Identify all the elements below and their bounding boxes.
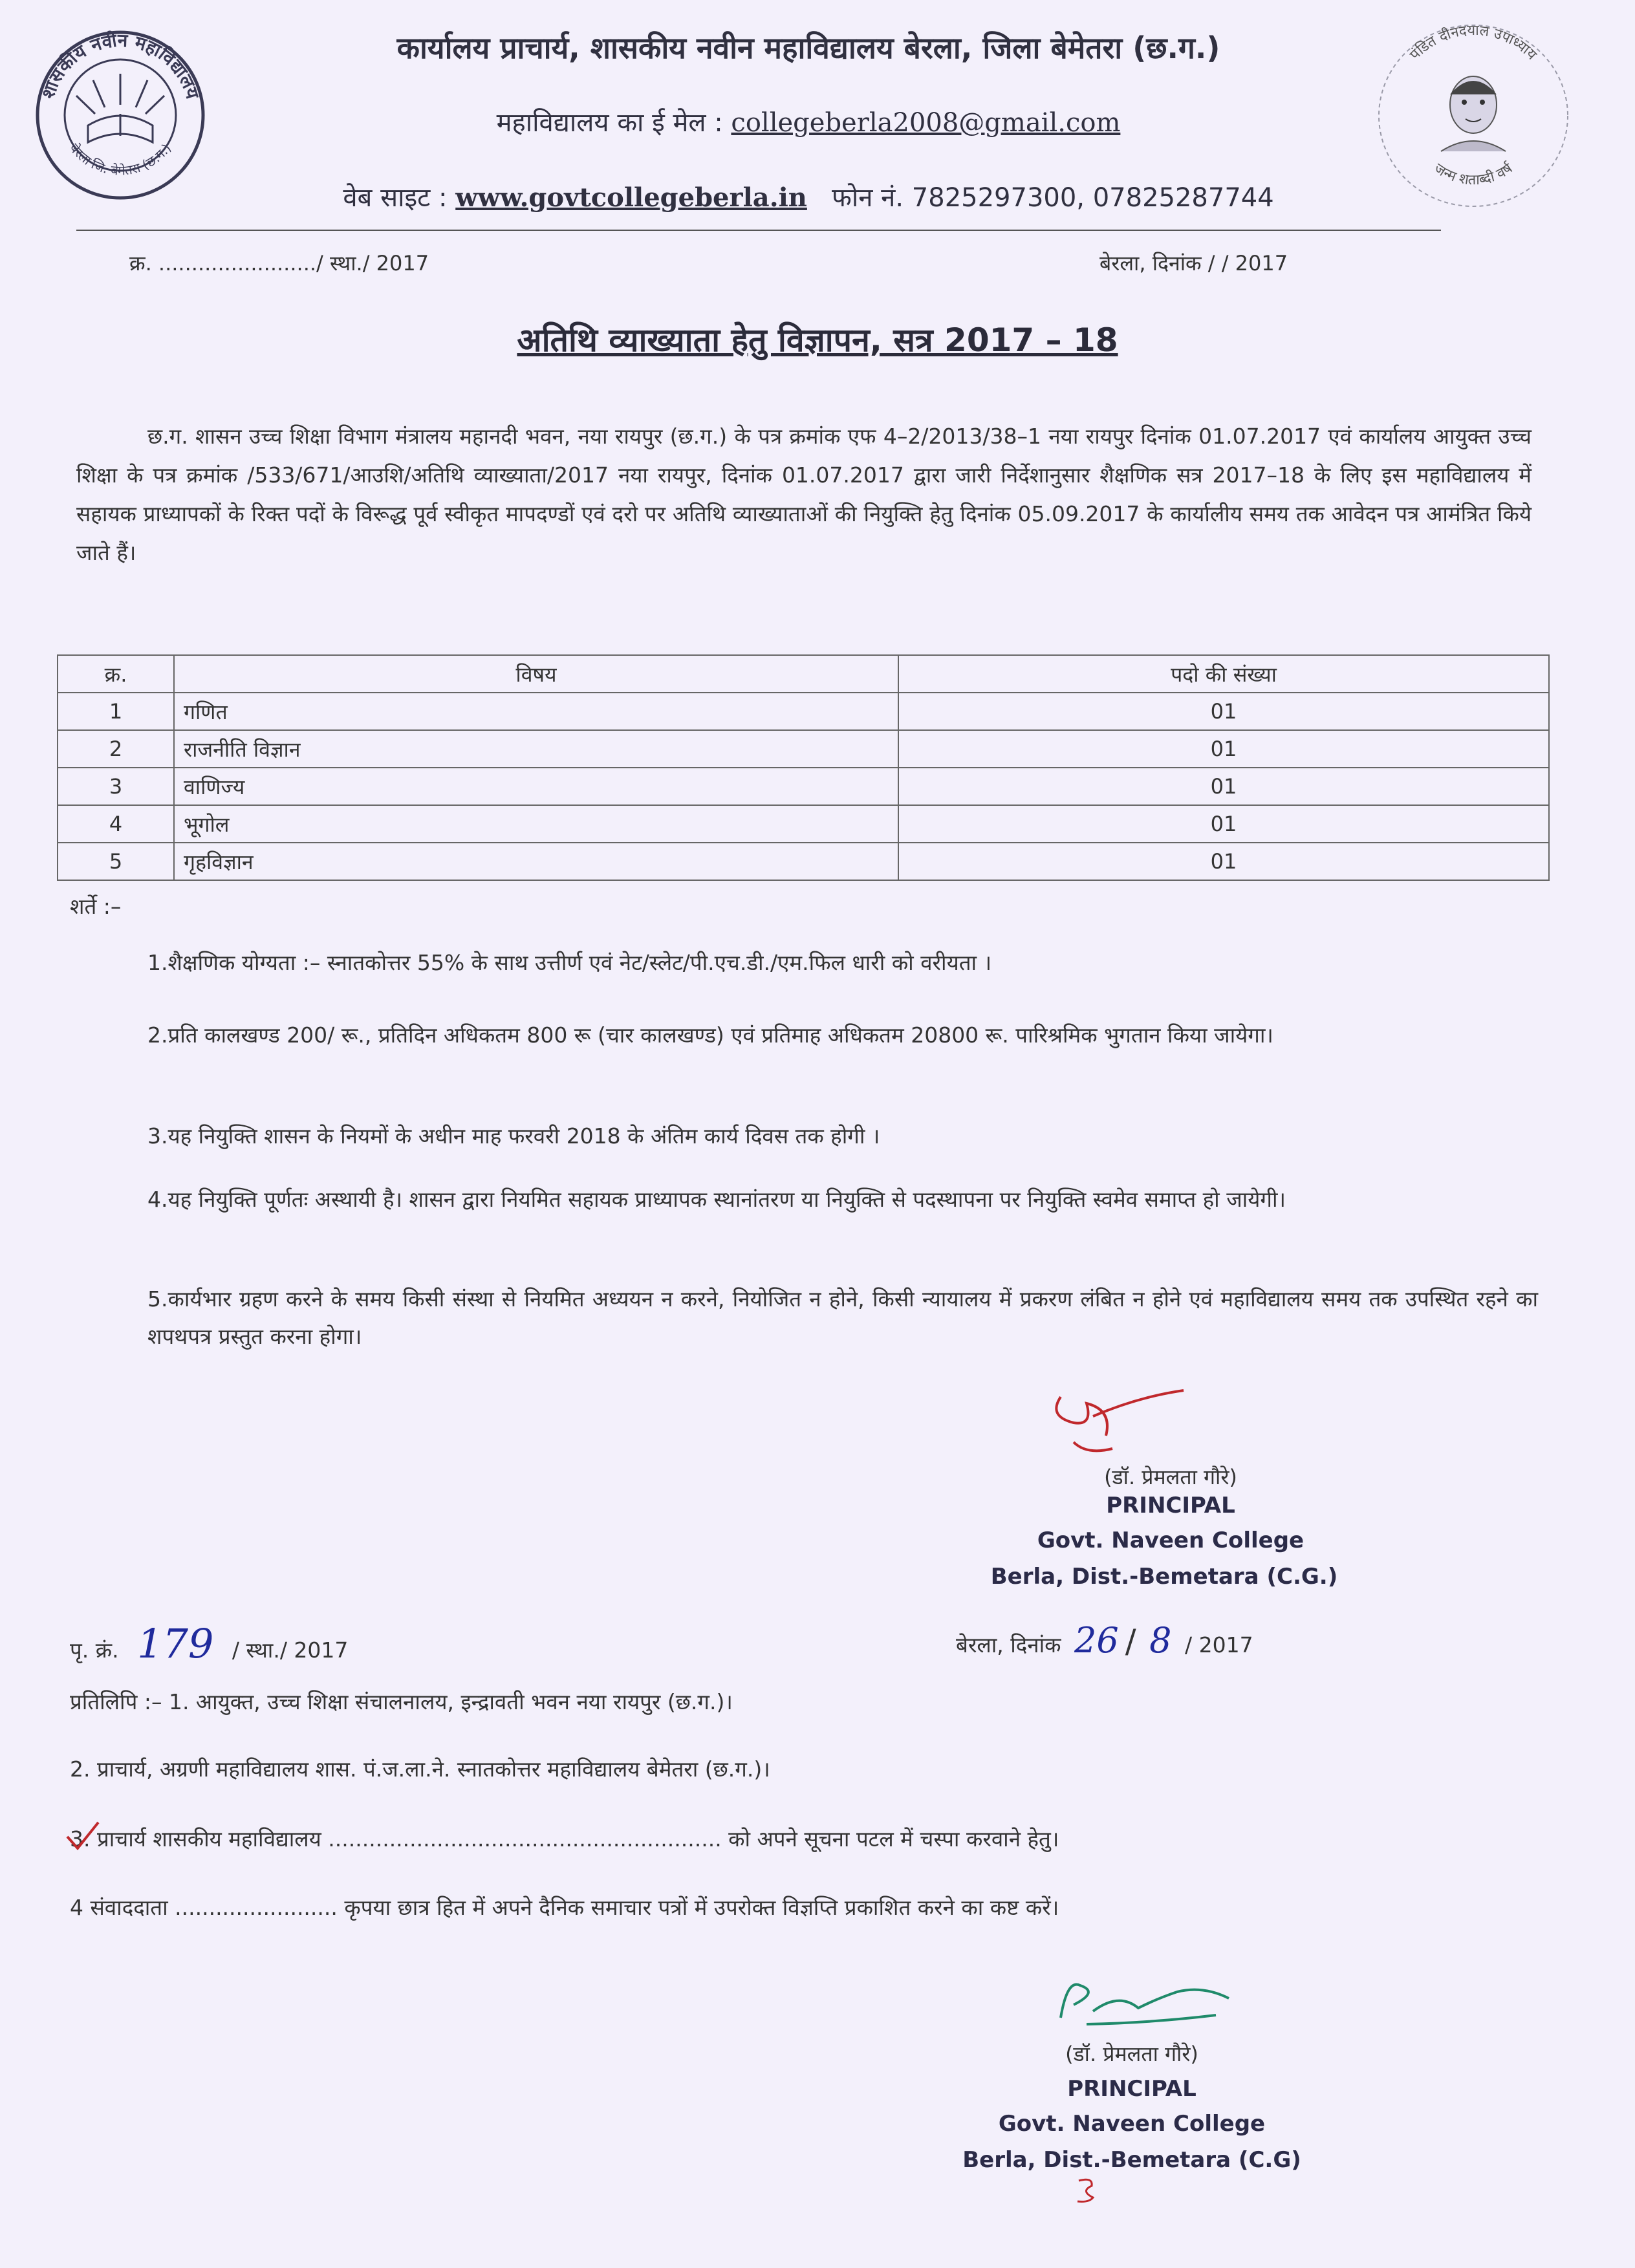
stamp-1-principal: PRINCIPAL bbox=[1106, 1493, 1235, 1518]
header-subject: विषय bbox=[174, 655, 898, 693]
signatory-2-name: (डॉ. प्रेमलता गौरे) bbox=[1065, 2042, 1198, 2066]
copy-3: 3. प्राचार्य शासकीय महाविद्यालय .......................................................... को अपने सूचना पटल में चस्पा करवाने हेतु। bbox=[70, 1826, 1059, 1852]
stamp-2-principal: PRINCIPAL bbox=[1067, 2076, 1196, 2102]
page-title-text: अतिथि व्याख्याता हेतु विज्ञापन, सत्र 2017 – 18 bbox=[517, 321, 1118, 359]
row-subject: वाणिज्य bbox=[174, 768, 898, 805]
stamp-2-address: Berla, Dist.-Bemetara (C.G) bbox=[962, 2147, 1301, 2173]
condition-2: 2.प्रति कालखण्ड 200/ रू., प्रतिदिन अधिकतम 800 रू (चार कालखण्ड) एवं प्रतिमाह अधिकतम 20800 रू. पारिश्रमिक भुगतान किया जायेगा। bbox=[147, 1022, 1273, 1048]
copy-2: 2. प्राचार्य, अग्रणी महाविद्यालय शास. पं.ज.ला.ने. स्नातकोत्तर महाविद्यालय बेमेतरा (छ.ग.)। bbox=[70, 1756, 770, 1782]
signatory-1-name: (डॉ. प्रेमलता गौरे) bbox=[1104, 1465, 1237, 1489]
endorsement-month: 8 bbox=[1149, 1620, 1172, 1661]
header-serial: क्र. bbox=[58, 655, 174, 693]
endorsement-prefix: पृ. क्रं. bbox=[70, 1637, 119, 1663]
page-title bbox=[0, 317, 1635, 361]
row-posts: 01 bbox=[898, 768, 1549, 805]
row-serial: 3 bbox=[58, 768, 174, 805]
condition-3: 3.यह नियुक्ति शासन के नियमों के अधीन माह फरवरी 2018 के अंतिम कार्य दिवस तक होगी । bbox=[147, 1123, 880, 1149]
table-row bbox=[58, 805, 1549, 843]
condition-1: 1.शैक्षणिक योग्यता :– स्नातकोत्तर 55% के साथ उत्तीर्ण एवं नेट/स्लेट/पी.एच.डी./एम.फिल धारी को वरीयता । bbox=[147, 950, 992, 975]
red-initial-mark bbox=[1074, 2174, 1099, 2207]
svg-text:बेरला जि. बेमेतरा (छ.ग.) bbox=[67, 140, 174, 178]
copy-1: प्रतिलिपि :– 1. आयुक्त, उच्च शिक्षा संचालनालय, इन्द्रावती भवन नया रायपुर (छ.ग.)। bbox=[70, 1689, 733, 1714]
signature-1-handwriting bbox=[1035, 1377, 1268, 1468]
endorsement-suffix: / स्था./ 2017 bbox=[232, 1637, 349, 1663]
row-subject: राजनीति विज्ञान bbox=[174, 730, 898, 768]
intro-paragraph bbox=[76, 417, 1532, 572]
stamp-2-college: Govt. Naveen College bbox=[998, 2111, 1266, 2137]
endorsement-date: बेरला, दिनांक 26 / 8 / 2017 bbox=[956, 1620, 1253, 1661]
seal-right-bottom: जन्म शताब्दी वर्ष bbox=[1431, 160, 1516, 189]
seal-left-bottom: बेरला जि. बेमेतरा (छ.ग.) bbox=[66, 140, 175, 178]
table-row bbox=[58, 693, 1549, 730]
seal-left-text: शासकीय नवीन महाविद्यालय bbox=[37, 29, 204, 102]
endorsement-handwritten-number: 179 bbox=[137, 1620, 214, 1667]
email-link[interactable]: collegeberla2008@gmail.com bbox=[731, 108, 1121, 138]
row-posts: 01 bbox=[898, 693, 1549, 730]
stamp-1-college: Govt. Naveen College bbox=[1037, 1528, 1305, 1553]
stamp-1-address: Berla, Dist.-Bemetara (C.G.) bbox=[990, 1564, 1338, 1590]
svg-text:पंडित दीनदयाल उपाध्याय bbox=[1407, 23, 1540, 64]
row-serial: 4 bbox=[58, 805, 174, 843]
header-posts: पदो की संख्या bbox=[898, 655, 1549, 693]
email-line bbox=[233, 103, 1384, 139]
condition-4: 4.यह नियुक्ति पूर्णतः अस्थायी है। शासन द्वारा नियमित सहायक प्राध्यापक स्थानांतरण या नियुक्ति से पदस्थापना पर नियुक्ति स्वमेव समाप्त हो जायेगी। bbox=[147, 1187, 1286, 1212]
website-label: वेब साइट : bbox=[343, 183, 456, 213]
endorsement-date-prefix: बेरला, दिनांक bbox=[956, 1632, 1061, 1658]
table-row bbox=[58, 843, 1549, 880]
ref-number: क्र. ......................../ स्था./ 2017 bbox=[129, 251, 429, 275]
website-line bbox=[233, 178, 1384, 214]
ref-date: बेरला, दिनांक / / 2017 bbox=[1099, 251, 1288, 275]
anniversary-seal-logo bbox=[1376, 22, 1570, 210]
vacancy-table bbox=[57, 654, 1550, 881]
row-subject: गणित bbox=[174, 693, 898, 730]
copy-4: 4 संवाददाता ........................ कृपया छात्र हित में अपने दैनिक समाचार पत्रों में उपरोक्त विज्ञप्ति प्रकाशित करने का कष्ट करें। bbox=[70, 1895, 1059, 1920]
row-posts: 01 bbox=[898, 843, 1549, 880]
intro-paragraph-text: छ.ग. शासन उच्च शिक्षा विभाग मंत्रालय महानदी भवन, नया रायपुर (छ.ग.) के पत्र क्रमांक एफ 4–2/2013/38–1 नया रायपुर दिनांक 01.07.2017 एवं कार्यालय आयुक्त उच्च शिक्षा के पत्र क्रमांक /533/671/आउशि/अतिथि व्याख्याता/2017 नया रायपुर, दिनांक 01.07.2017 द्वारा जारी निर्देशानुसार शैक्षणिक सत्र 2017–18 के लिए इस महाविद्यालय में सहायक प्राध्यापकों के रिक्त पदों के विरूद्ध पूर्व स्वीकृत मापदण्डों एवं दरो पर अतिथि व्याख्याताओं की नियुक्ति हेतु दिनांक 05.09.2017 के कार्यालीय समय तक आवेदन पत्र आमंत्रित किये जाते हैं। bbox=[76, 424, 1532, 565]
seal-right-text: पंडित दीनदयाल उपाध्याय bbox=[1407, 22, 1540, 63]
row-subject: गृहविज्ञान bbox=[174, 843, 898, 880]
endorsement-number bbox=[70, 1620, 348, 1667]
condition-5: 5.कार्यभार ग्रहण करने के समय किसी संस्था से नियमित अध्ययन न करने, नियोजित न होने, किसी न्यायालय में प्रकरण लंबित न होने एवं महाविद्यालय समय तक उपस्थित रहने का शपथपत्र प्रस्तुत करना होगा। bbox=[147, 1286, 1538, 1349]
row-serial: 1 bbox=[58, 693, 174, 730]
row-posts: 01 bbox=[898, 730, 1549, 768]
svg-text:जन्म शताब्दी वर्ष bbox=[1431, 160, 1517, 189]
college-seal-logo bbox=[34, 28, 207, 202]
website-link[interactable]: www.govtcollegeberla.in bbox=[455, 182, 807, 213]
row-subject: भूगोल bbox=[174, 805, 898, 843]
conditions-heading: शर्ते :– bbox=[70, 894, 122, 919]
office-heading: कार्यालय प्राचार्य, शासकीय नवीन महाविद्यालय बेरला, जिला बेमेतरा (छ.ग.) bbox=[396, 30, 1220, 65]
row-serial: 5 bbox=[58, 843, 174, 880]
table-row bbox=[58, 768, 1549, 805]
red-tick-mark bbox=[63, 1817, 102, 1856]
header-divider bbox=[76, 230, 1441, 231]
table-header-row bbox=[58, 655, 1549, 693]
phone-numbers: 7825297300, 07825287744 bbox=[911, 183, 1274, 213]
email-label: महाविद्यालय का ई मेल : bbox=[496, 108, 731, 138]
row-posts: 01 bbox=[898, 805, 1549, 843]
phone-label: फोन नं. bbox=[832, 183, 912, 213]
endorsement-year: / 2017 bbox=[1184, 1632, 1253, 1658]
row-serial: 2 bbox=[58, 730, 174, 768]
table-row bbox=[58, 730, 1549, 768]
endorsement-day: 26 bbox=[1074, 1620, 1119, 1661]
signature-2-handwriting bbox=[1048, 1953, 1255, 2037]
